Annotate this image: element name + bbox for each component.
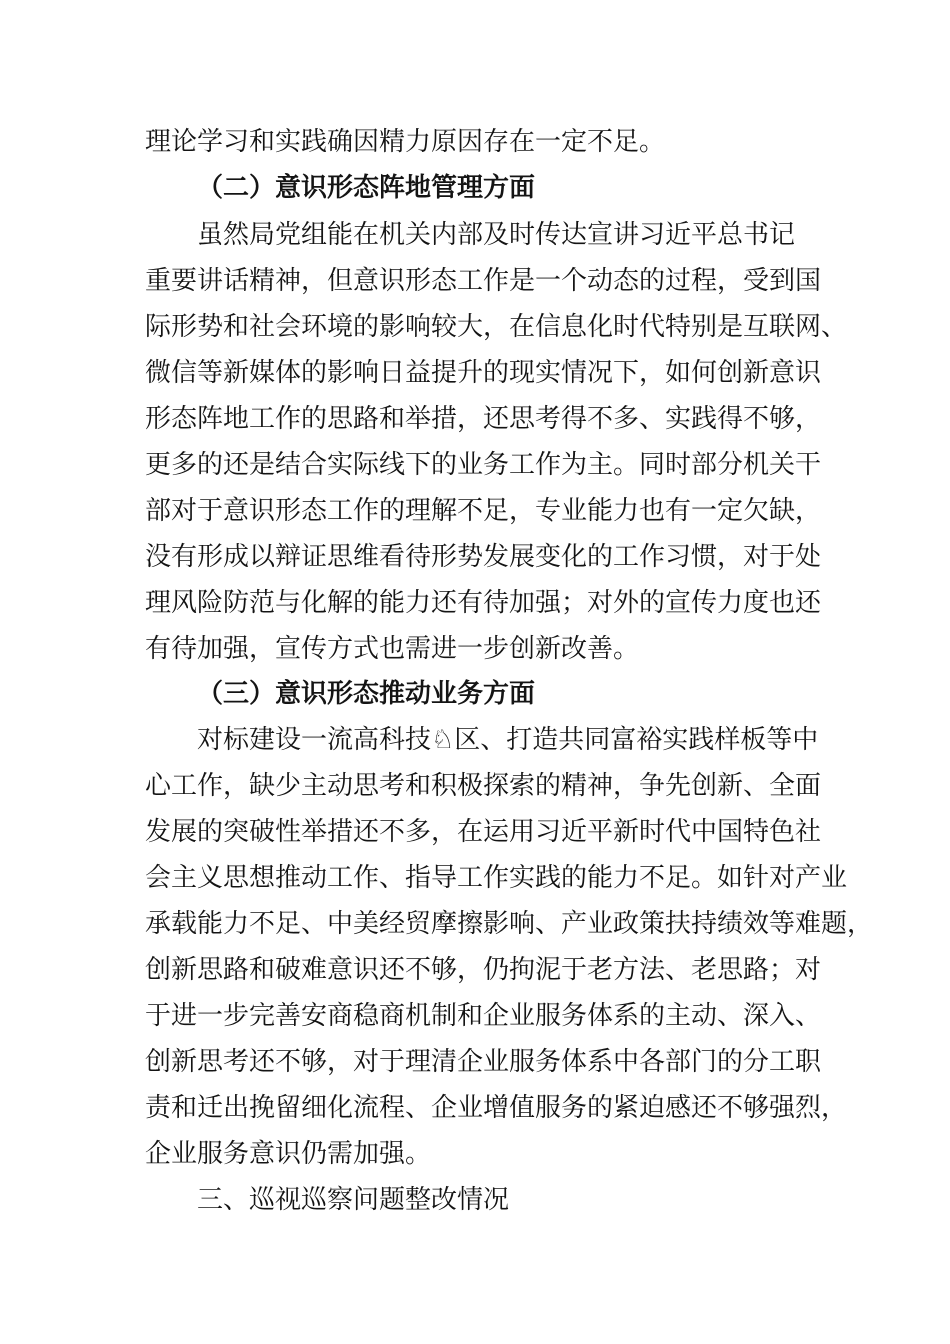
body-text-line: 部对于意识形态工作的理解不足，专业能力也有一定欠缺， [145,496,822,526]
body-text-line: 理论学习和实践确因精力原因存在一定不足。 [145,127,666,157]
body-text-line: 重要讲话精神，但意识形态工作是一个动态的过程，受到国 [145,266,822,296]
body-text-line: 创新思路和破难意识还不够，仍拘泥于老方法、老思路；对 [145,955,822,985]
body-text-line: 心工作，缺少主动思考和积极探索的精神，争先创新、全面 [145,771,822,801]
body-text-line: 责和迁出挽留细化流程、企业增值服务的紧迫感还不够强烈， [145,1093,848,1123]
body-text-line: 于进一步完善安商稳商机制和企业服务体系的主动、深入、 [145,1001,822,1031]
section-heading: （二）意识形态阵地管理方面 [197,173,536,203]
body-text-line: 形态阵地工作的思路和举措，还思考得不多、实践得不够， [145,404,822,434]
body-text-line: 发展的突破性举措还不多，在运用习近平新时代中国特色社 [145,817,822,847]
body-text-line: 没有形成以辩证思维看待形势发展变化的工作习惯，对于处 [145,542,822,572]
section-heading: （三）意识形态推动业务方面 [197,679,536,709]
chapter-heading: 三、巡视巡察问题整改情况 [197,1185,510,1215]
body-text-line: 更多的还是结合实际线下的业务工作为主。同时部分机关干 [145,450,822,480]
body-text-line: 理风险防范与化解的能力还有待加强；对外的宣传力度也还 [145,588,822,618]
body-text-line: 有待加强，宣传方式也需进一步创新改善。 [145,634,640,664]
body-text-line: 企业服务意识仍需加强。 [145,1139,432,1169]
body-text-line: 会主义思想推动工作、指导工作实践的能力不足。如针对产业 [145,863,848,893]
body-text-line: 虽然局党组能在机关内部及时传达宣讲习近平总书记 [197,220,796,250]
body-text-line: 对标建设一流高科技♘区、打造共同富裕实践样板等中 [197,725,819,755]
body-text-line: 微信等新媒体的影响日益提升的现实情况下，如何创新意识 [145,358,822,388]
body-text-line: 承载能力不足、中美经贸摩擦影响、产业政策扶持绩效等难题， [145,909,874,939]
body-text-line: 际形势和社会环境的影响较大，在信息化时代特别是互联网、 [145,312,848,342]
body-text-line: 创新思考还不够，对于理清企业服务体系中各部门的分工职 [145,1047,822,1077]
